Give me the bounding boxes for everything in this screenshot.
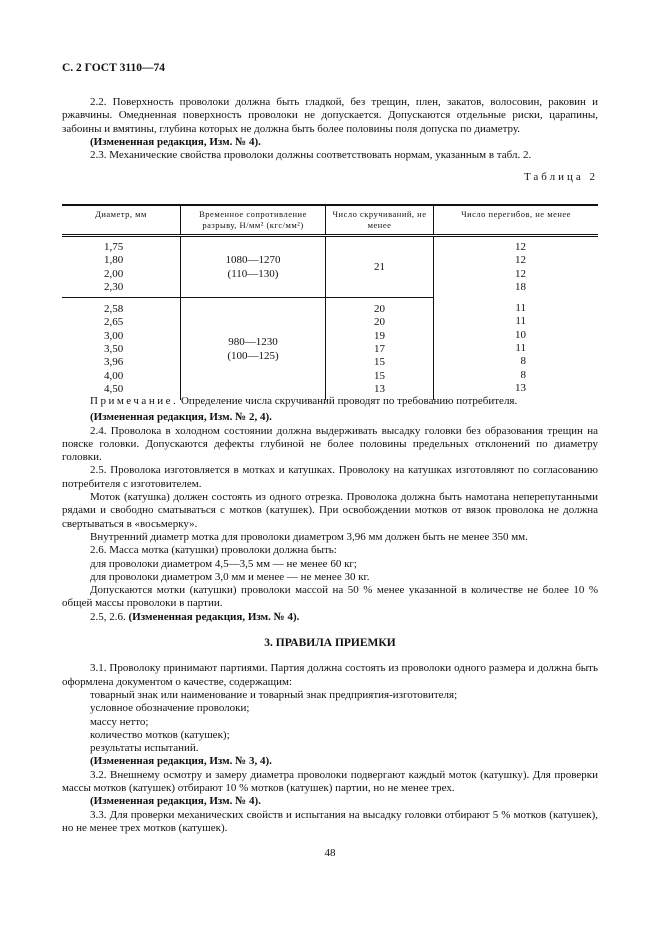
amendment-text: (Измененная редакция, Изм. № 4). xyxy=(128,610,300,623)
bends-value: 8 xyxy=(520,368,526,381)
twists-value: 17 xyxy=(374,343,385,356)
page-number: 48 xyxy=(324,847,336,859)
bends-value: 12 xyxy=(515,241,526,253)
bends-value: 11 xyxy=(515,302,526,315)
amendment-prefix: 2.5, 2.6. xyxy=(90,610,129,623)
paragraph: 2.3. Механические свойства проволоки должны соответствовать нормам, указанным в табл. 2. xyxy=(90,149,532,162)
page-header: С. 2 ГОСТ 3110—74 xyxy=(62,62,166,74)
bends-cell xyxy=(433,237,598,297)
twists-value: 20 xyxy=(374,316,385,329)
amendment-note: (Измененная редакция, Изм. № 3, 4). xyxy=(90,755,272,768)
amendment-note: (Измененная редакция, Изм. № 4). xyxy=(90,135,261,148)
twists-value: 21 xyxy=(374,260,385,273)
table-caption: Таблица 2 xyxy=(523,171,598,184)
paragraph: 2.4. Проволока в холодном состоянии должна выдерживать высадку головки без образования трещин на пояске головки. Допускаются дефекты глубиной не более половины предельных отклонений по диаметру головки. xyxy=(62,424,598,464)
twists-cell xyxy=(325,297,433,400)
paragraph: 2.2. Поверхность проволоки должна быть гладкой, без трещин, плен, закатов, волосовин, раковин и ржавчины. Омедненная поверхность проволоки не допускается. Допускаются отдельные риски, царапины, забоины и вмятины, глубина которых не должна быть более половины поля допуска по диаметру. xyxy=(62,96,598,135)
bends-value: 13 xyxy=(515,381,526,394)
section-3-title: 3. ПРАВИЛА ПРИЕМКИ xyxy=(264,637,396,650)
bends-value: 12 xyxy=(515,254,526,267)
bends-value: 11 xyxy=(515,315,526,328)
table-2 xyxy=(62,204,598,400)
paragraph: 3.2. Внешнему осмотру и замеру диаметра проволоки подвергают каждый моток (катушку). Для проверки массы мотков (катушек) отбирают 10 % мотков (катушек) партии, но не менее трех. xyxy=(62,768,598,795)
strength-kgf-value: (110—130) xyxy=(227,267,279,280)
col-header-bends: Число перегибов, не менее xyxy=(433,206,598,234)
twists-value: 15 xyxy=(374,356,385,369)
paragraph: для проволоки диаметром 3,0 мм и менее — не менее 30 кг. xyxy=(90,570,370,583)
section-2-intro xyxy=(62,96,598,185)
paragraph: условное обозначение проволоки; xyxy=(90,702,250,715)
strength-cell xyxy=(180,237,325,297)
col-header-twists: Число скручиваний, не менее xyxy=(325,206,433,234)
paragraph: 3.1. Проволоку принимают партиями. Партия должна состоять из проволоки одного размера и должна быть оформлена документом о качестве, содержащим: xyxy=(62,662,598,688)
paragraph: массу нетто; xyxy=(90,715,149,728)
diameter-value: 2,58 xyxy=(104,303,124,316)
paragraph: Внутренний диаметр мотка для проволоки диаметром 3,96 мм должен быть не менее 350 мм. xyxy=(90,530,528,543)
twists-cell xyxy=(325,237,433,297)
diameter-cell xyxy=(62,297,180,400)
paragraph: для проволоки диаметром 4,5—3,5 мм — не менее 60 кг; xyxy=(90,557,357,570)
twists-value: 19 xyxy=(374,329,385,342)
paragraph: 2.6. Масса мотка (катушки) проволоки должна быть: xyxy=(90,544,337,557)
diameter-value: 2,00 xyxy=(104,267,124,280)
diameter-value: 2,30 xyxy=(104,280,124,293)
note-label: Примечание. xyxy=(90,395,179,407)
diameter-value: 3,00 xyxy=(104,329,124,342)
diameter-cell xyxy=(62,237,180,297)
section-2-continued xyxy=(62,395,598,835)
table-row-group xyxy=(62,237,598,297)
strength-value: 980—1230 xyxy=(228,336,278,349)
bends-cell xyxy=(433,297,598,400)
diameter-value: 1,75 xyxy=(104,241,124,253)
col-header-diameter: Диаметр, мм xyxy=(95,209,147,219)
bends-value: 8 xyxy=(520,355,526,368)
table-header xyxy=(62,206,598,237)
strength-cell xyxy=(180,297,325,400)
table-row-group xyxy=(62,297,598,400)
paragraph: 2.5. Проволока изготовляется в мотках и катушках. Проволоку на катушках изготовляют по согласованию потребителя с изготовителем. xyxy=(62,464,598,490)
note-text: Определение числа скручиваний проводят по требованию потребителя. xyxy=(178,395,518,407)
diameter-value: 4,00 xyxy=(104,369,124,382)
diameter-value: 1,80 xyxy=(104,254,124,267)
paragraph: количество мотков (катушек); xyxy=(90,728,230,741)
paragraph: результаты испытаний. xyxy=(90,742,199,755)
bends-value: 18 xyxy=(515,280,526,293)
amendment-note: (Измененная редакция, Изм. № 4). xyxy=(90,795,261,808)
bends-value: 10 xyxy=(515,328,526,341)
twists-value: 15 xyxy=(374,369,385,382)
strength-kgf-value: (100—125) xyxy=(227,349,279,362)
col-header-strength: Временное сопротивление разрыву, Н/мм² (кгс/мм²) xyxy=(180,206,325,234)
paragraph: товарный знак или наименование и товарный знак предприятия-изготовителя; xyxy=(90,688,458,701)
paragraph: Моток (катушка) должен состоять из одного отрезка. Проволока должна быть намотана неперепутанными рядами и свободно сматываться с мотков (катушек). При освобождении мотков от вязок проволока не должна свертываться в «восьмерку». xyxy=(62,491,598,530)
table-note xyxy=(62,395,598,408)
paragraph: Допускаются мотки (катушки) проволоки массой на 50 % менее указанной в количестве не более 10 % общей массы проволоки в партии. xyxy=(62,584,598,610)
diameter-value: 3,96 xyxy=(104,356,124,369)
diameter-value: 2,65 xyxy=(104,316,124,329)
bends-value: 11 xyxy=(515,342,526,355)
diameter-value: 4,50 xyxy=(104,382,124,395)
twists-value: 20 xyxy=(374,303,385,316)
strength-value: 1080—1270 xyxy=(225,254,281,267)
bends-value: 12 xyxy=(515,267,526,280)
paragraph: 3.3. Для проверки механических свойств и испытания на высадку головки отбирают 5 % мотков (катушек), но не менее трех мотков (катушек). xyxy=(62,808,598,834)
twists-value: 13 xyxy=(374,382,385,395)
diameter-value: 3,50 xyxy=(104,343,124,356)
amendment-2-5-2-6 xyxy=(62,611,598,624)
amendment-note: (Измененная редакция, Изм. № 2, 4). xyxy=(90,411,272,424)
